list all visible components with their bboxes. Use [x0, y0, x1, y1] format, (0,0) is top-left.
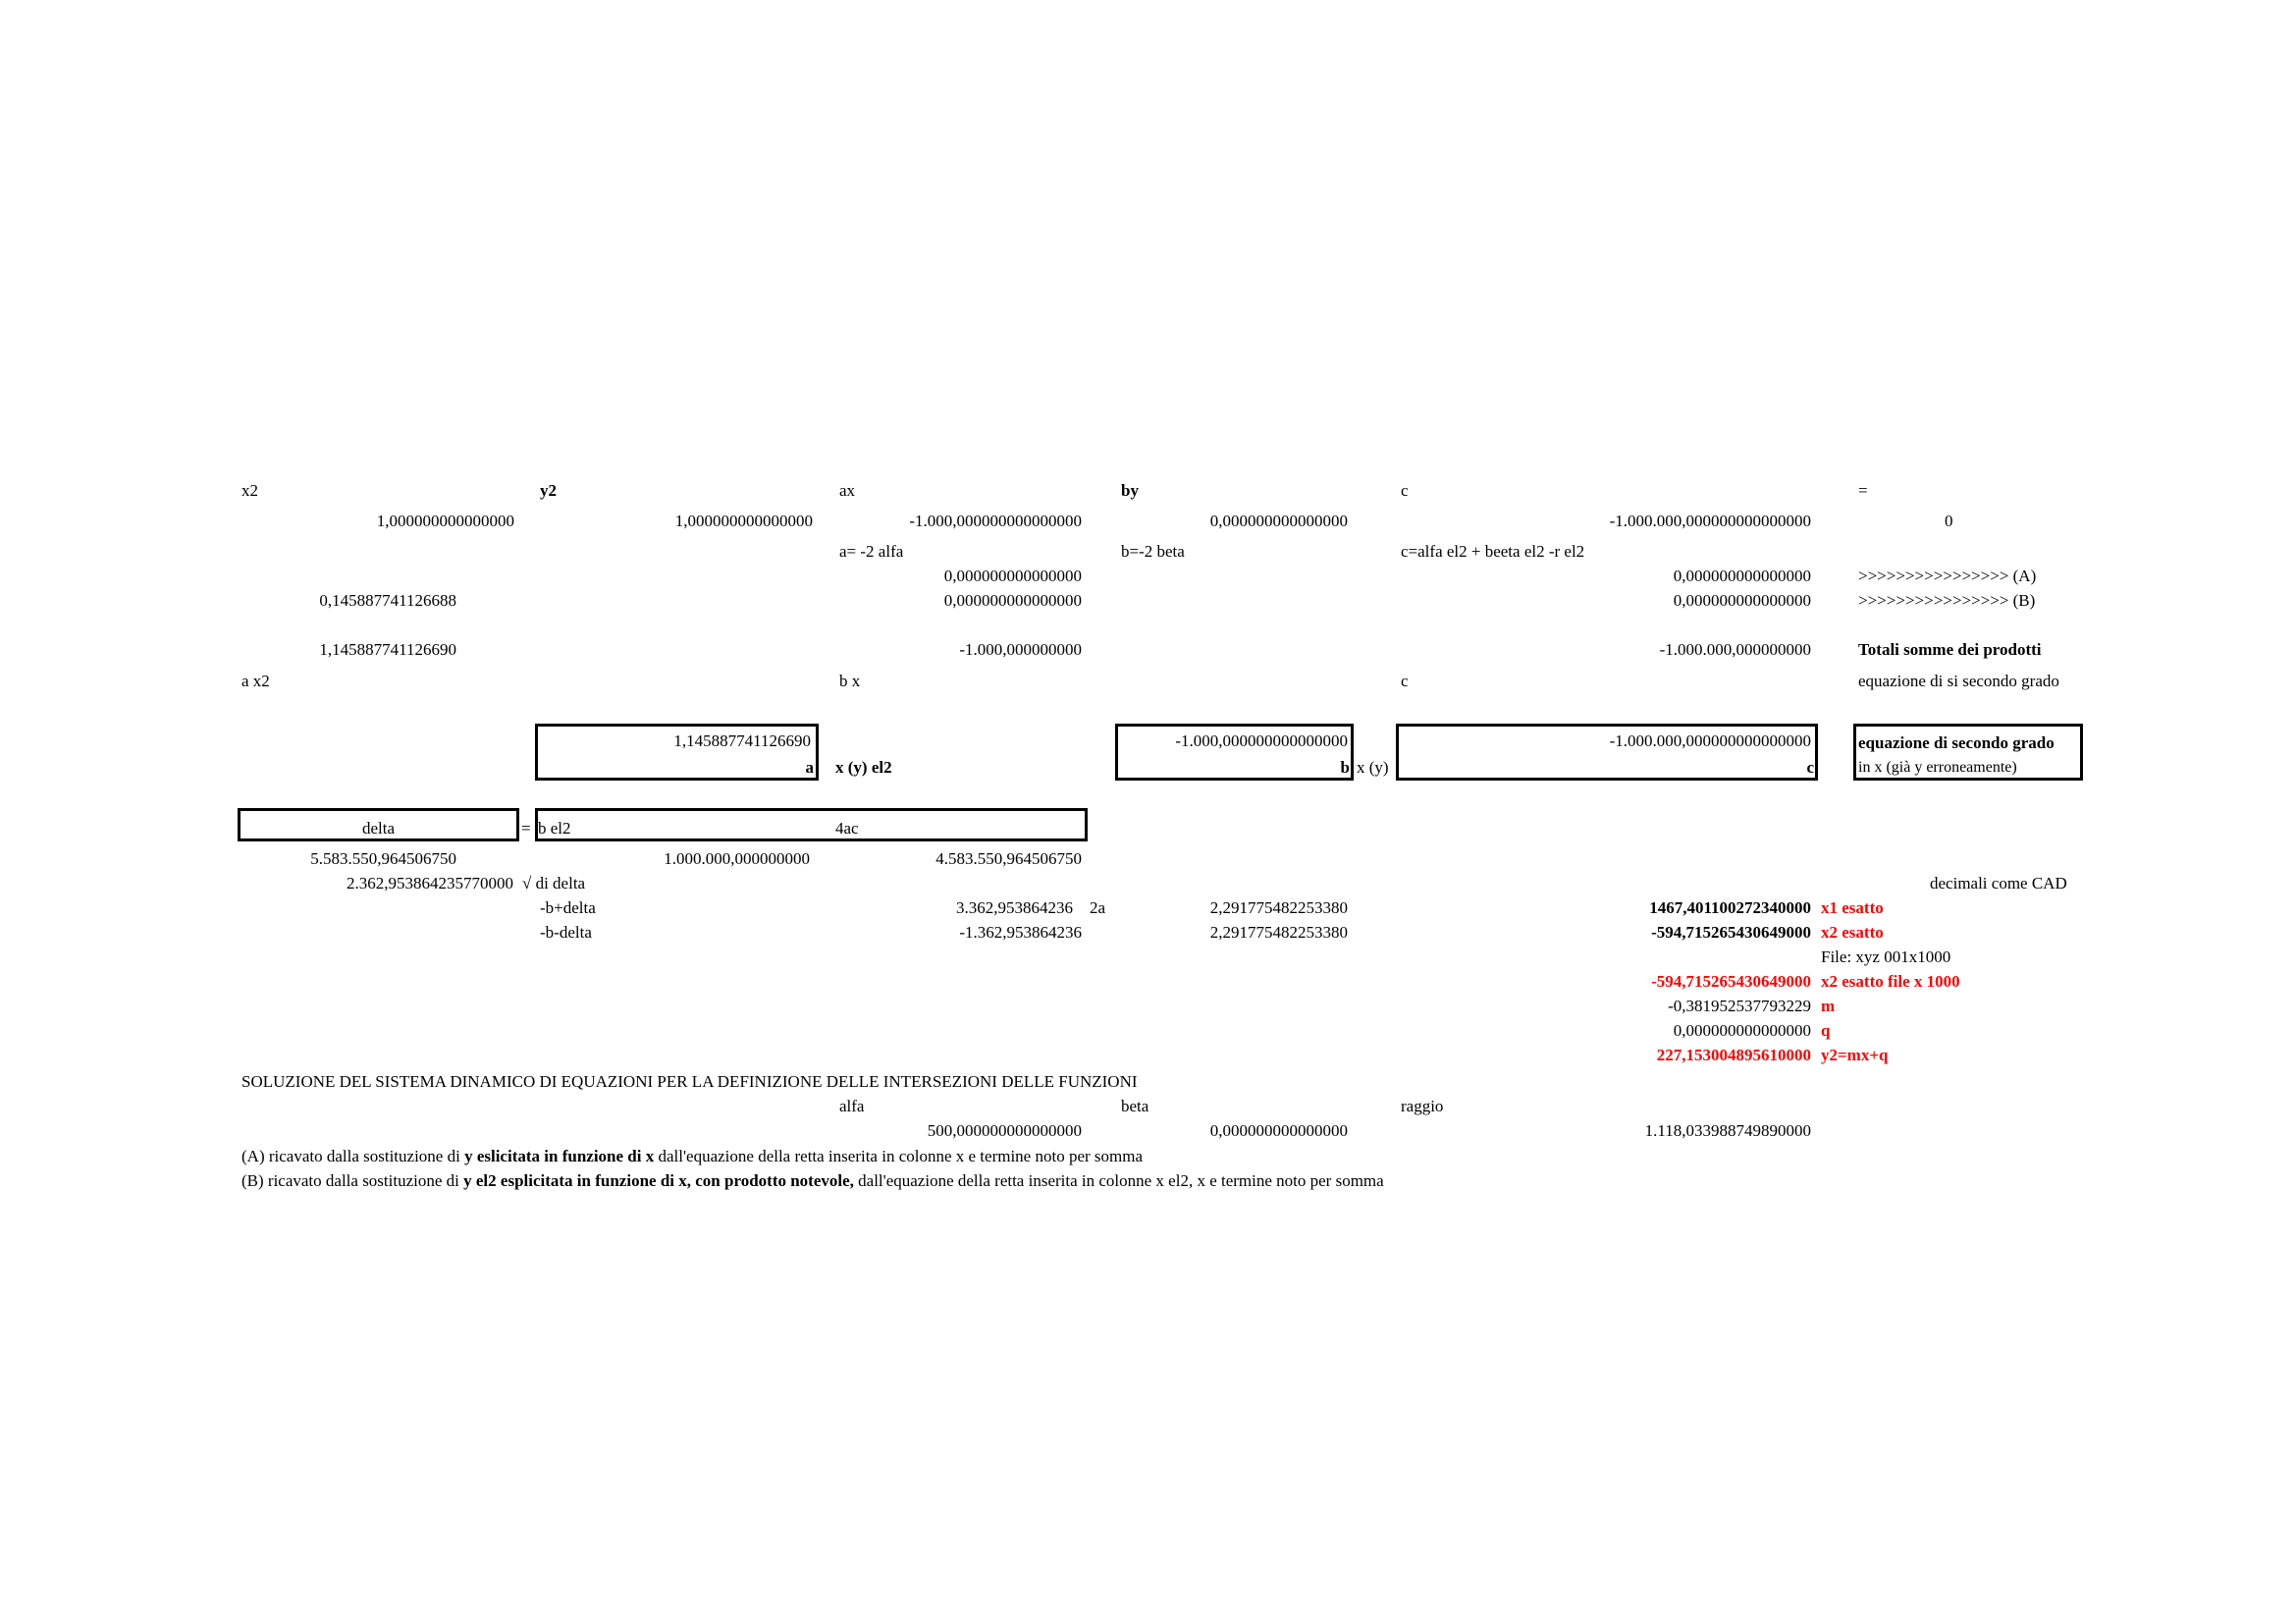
- m-label: m: [1821, 997, 1836, 1015]
- note-b-pre: (B) ricavato dalla sostituzione di: [241, 1171, 464, 1190]
- rowA-ax: 0,000000000000000: [943, 567, 1082, 585]
- rowA-note: >>>>>>>>>>>>>>>> (A): [1858, 567, 2037, 585]
- rowB-x2: 0,145887741126688: [319, 591, 456, 610]
- label-c: c: [1401, 672, 1409, 690]
- c-box-value: -1.000.000,000000000000000: [1609, 731, 1811, 750]
- totals-label: Totali somme dei prodotti: [1858, 640, 2042, 659]
- system-title: SOLUZIONE DEL SISTEMA DINAMICO DI EQUAZIONI PER LA DEFINIZIONE DELLE INTERSEZIONI DELLE FUNZIONI: [241, 1072, 1138, 1091]
- equation-box-title: equazione di secondo grado: [1858, 733, 2055, 752]
- note-b-post: dall'equazione della retta inserita in colonne x el2, x e termine noto per somma: [853, 1171, 1384, 1190]
- y2-header: y2: [540, 481, 557, 500]
- xy-label: x (y): [1357, 758, 1389, 777]
- totals-x2: 1,145887741126690: [319, 640, 456, 659]
- q-label: q: [1821, 1021, 1831, 1040]
- note-a-post: dall'equazione della retta inserita in colonne x e termine noto per somma: [654, 1147, 1144, 1165]
- decimals-note: decimali come CAD: [1930, 874, 2067, 893]
- c-box-letter: c: [1806, 758, 1814, 777]
- ax-header: ax: [839, 481, 856, 500]
- x2-file-value: -594,715265430649000: [1651, 972, 1811, 991]
- label-equation: equazione di si secondo grado: [1858, 672, 2059, 690]
- file-note: File: xyz 001x1000: [1821, 947, 1951, 966]
- totals-c: -1.000.000,000000000: [1659, 640, 1811, 659]
- equation-box-subtitle: in x (già y erroneamente): [1858, 759, 2017, 776]
- raggio-value: 1.118,033988749890000: [1644, 1121, 1811, 1140]
- by-header: by: [1121, 481, 1139, 500]
- plus-delta-label: -b+delta: [540, 898, 596, 917]
- note-b-bold: y el2 esplicitata in funzione di x, con prodotto notevole,: [463, 1171, 854, 1190]
- label-ax2: a x2: [241, 672, 270, 690]
- by-value: 0,000000000000000: [1209, 512, 1348, 530]
- note-b: [241, 1171, 1384, 1191]
- b-box-letter: b: [1340, 758, 1350, 777]
- x1-label: x1 esatto: [1821, 898, 1884, 917]
- minus-delta-label: -b-delta: [540, 923, 592, 942]
- xy-el2-label: x (y) el2: [835, 758, 892, 777]
- twoa-value-1: 2,291775482253380: [1209, 898, 1348, 917]
- fourac-label: 4ac: [835, 819, 859, 838]
- formula-c: c=alfa el2 + beeta el2 -r el2: [1401, 542, 1585, 561]
- ax-value: -1.000,000000000000000: [909, 512, 1082, 530]
- rowB-ax: 0,000000000000000: [943, 591, 1082, 610]
- b-el2-label: b el2: [538, 819, 571, 838]
- delta-label: delta: [361, 819, 396, 838]
- x2-file-label: x2 esatto file x 1000: [1821, 972, 1960, 991]
- a-box-letter: a: [805, 758, 814, 777]
- formula-a: a= -2 alfa: [839, 542, 904, 561]
- b-el2-value: 1.000.000,000000000: [664, 849, 810, 868]
- y2-result-value: 227,153004895610000: [1656, 1046, 1811, 1064]
- x1-value: 1467,401100272340000: [1649, 898, 1811, 917]
- alfa-label: alfa: [839, 1097, 865, 1115]
- minus-delta-value: -1.362,953864236: [959, 923, 1082, 942]
- note-a: [241, 1147, 1143, 1166]
- alfa-value: 500,000000000000000: [927, 1121, 1082, 1140]
- x2-value: 1,000000000000000: [376, 512, 514, 530]
- delta-value: 5.583.550,964506750: [310, 849, 456, 868]
- rowB-note: >>>>>>>>>>>>>>>> (B): [1858, 591, 2036, 610]
- beta-value: 0,000000000000000: [1209, 1121, 1348, 1140]
- label-bx: b x: [839, 672, 861, 690]
- q-value: 0,000000000000000: [1673, 1021, 1811, 1040]
- rowA-c: 0,000000000000000: [1673, 567, 1811, 585]
- c-header: c: [1401, 481, 1409, 500]
- plus-delta-value: 3.362,953864236: [956, 898, 1073, 917]
- m-value: -0,381952537793229: [1668, 997, 1811, 1015]
- fourac-value: 4.583.550,964506750: [935, 849, 1082, 868]
- equals-header: =: [1858, 481, 1868, 500]
- c-value: -1.000.000,000000000000000: [1609, 512, 1811, 530]
- y2-value: 1,000000000000000: [674, 512, 813, 530]
- raggio-label: raggio: [1401, 1097, 1444, 1115]
- note-a-bold: y eslicitata in funzione di x: [464, 1147, 655, 1165]
- x2-header: x2: [241, 481, 258, 500]
- y2-result-label: y2=mx+q: [1821, 1046, 1889, 1064]
- sqrt-delta-value: 2.362,953864235770000: [347, 874, 513, 893]
- note-a-pre: (A) ricavato dalla sostituzione di: [241, 1147, 465, 1165]
- a-box-value: 1,145887741126690: [673, 731, 811, 750]
- formula-b: b=-2 beta: [1121, 542, 1185, 561]
- rowB-c: 0,000000000000000: [1673, 591, 1811, 610]
- x2-value: -594,715265430649000: [1651, 923, 1811, 942]
- twoa-label: 2a: [1090, 898, 1106, 917]
- equals-value: 0: [1945, 512, 1953, 530]
- b-box-value: -1.000,000000000000000: [1175, 731, 1348, 750]
- twoa-value-2: 2,291775482253380: [1209, 923, 1348, 942]
- totals-ax: -1.000,000000000: [959, 640, 1082, 659]
- sqrt-delta-label: √ di delta: [522, 874, 586, 893]
- b-el2-4ac-box: [535, 808, 1088, 841]
- delta-equals: =: [521, 819, 531, 838]
- beta-label: beta: [1121, 1097, 1149, 1115]
- x2-label: x2 esatto: [1821, 923, 1884, 942]
